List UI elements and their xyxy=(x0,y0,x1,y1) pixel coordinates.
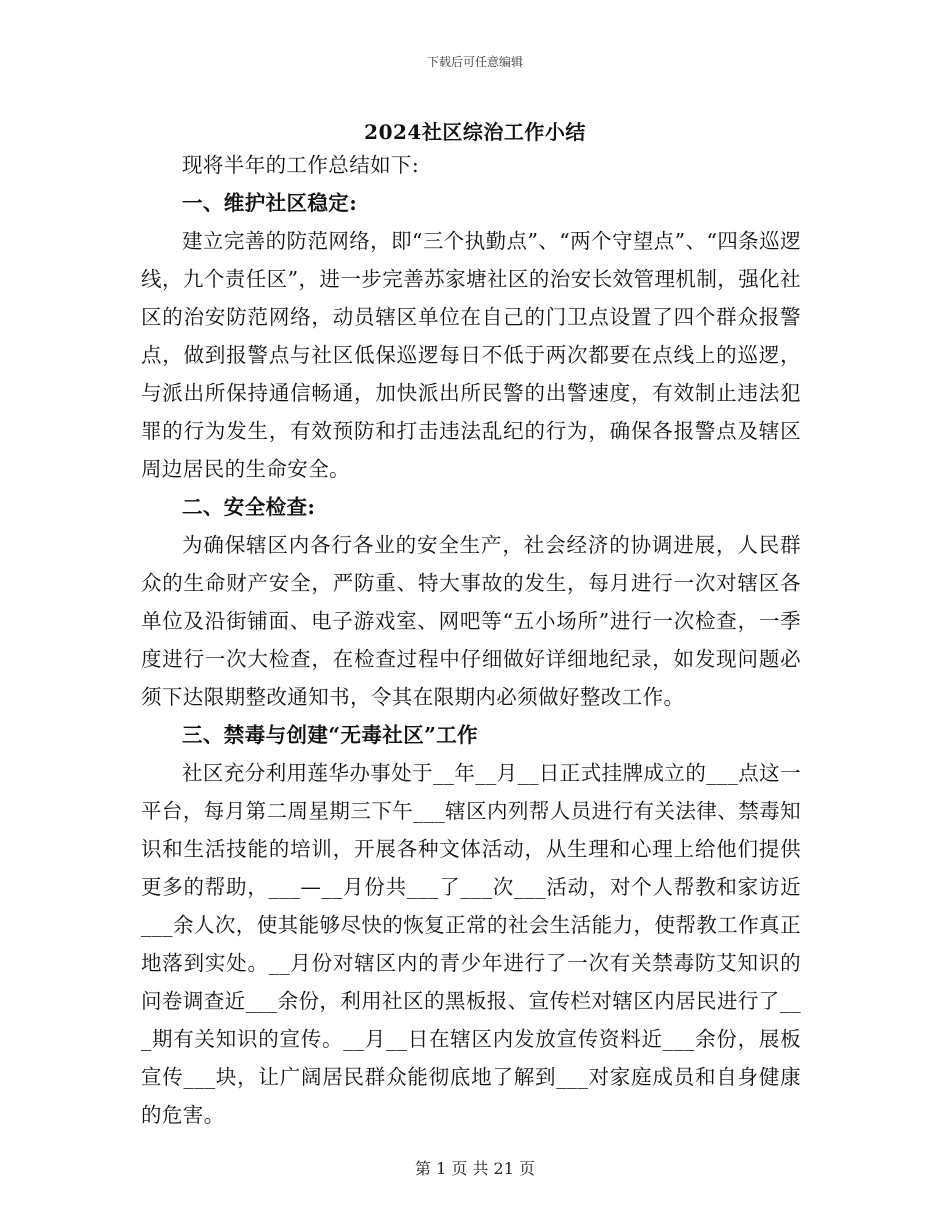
document-body xyxy=(141,146,801,1134)
page-header-note: 下载后可任意编辑 xyxy=(426,55,523,69)
intro-paragraph: 现将半年的工作总结如下: xyxy=(182,153,420,177)
section-3-heading: 三、禁毒与创建“无毒社区”工作 xyxy=(182,723,479,747)
document-title: 2024社区综治工作小结 xyxy=(364,120,586,144)
section-2-heading: 二、安全检查: xyxy=(182,495,316,519)
section-2-body: 为确保辖区内各行各业的安全生产，社会经济的协调进展，人民群众的生命财产安全，严防重、特大事故的发生，每月进行一次对辖区各单位及沿街铺面、电子游戏室、网吧等“五小场所”进行一次检查，一季度进行一次大检查，在检查过程中仔细做好详细地纪录，如发现问题必须下达限期整改通知书，令其在限期内必须做好整改工作。 xyxy=(141,533,801,709)
section-1-heading: 一、维护社区稳定: xyxy=(182,191,358,215)
page-number: 第 1 页 共 21 页 xyxy=(415,1159,535,1178)
section-3-body: 社区充分利用莲华办事处于__年__月__日正式挂牌成立的___点这一平台，每月第二周星期三下午___辖区内列帮人员进行有关法律、禁毒知识和生活技能的培训，开展各种文体活动，从生理和心理上给他们提供更多的帮助，___—__月份共___了___次___活动，对个人帮教和家访近___余人次，使其能够尽快的恢复正常的社会生活能力，使帮教工作真正地落到实处。__月份对辖区内的青少年进行了一次有关禁毒防艾知识的问卷调查近___余份，利用社区的黑板报、宣传栏对辖区内居民进行了___期有关知识的宣传。__月__日在辖区内发放宣传资料近___余份，展板宣传___块，让广阔居民群众能彻底地了解到___对家庭成员和自身健康的危害。 xyxy=(141,761,801,1127)
section-1-body: 建立完善的防范网络，即“三个执勤点”、“两个守望点”、“四条巡逻线，九个责任区”，进一步完善苏家塘社区的治安长效管理机制，强化社区的治安防范网络，动员辖区单位在自己的门卫点设置了四个群众报警点，做到报警点与社区低保巡逻每日不低于两次都要在点线上的巡逻，与派出所保持通信畅通，加快派出所民警的出警速度，有效制止违法犯罪的行为发生，有效预防和打击违法乱纪的行为，确保各报警点及辖区周边居民的生命安全。 xyxy=(141,229,801,481)
